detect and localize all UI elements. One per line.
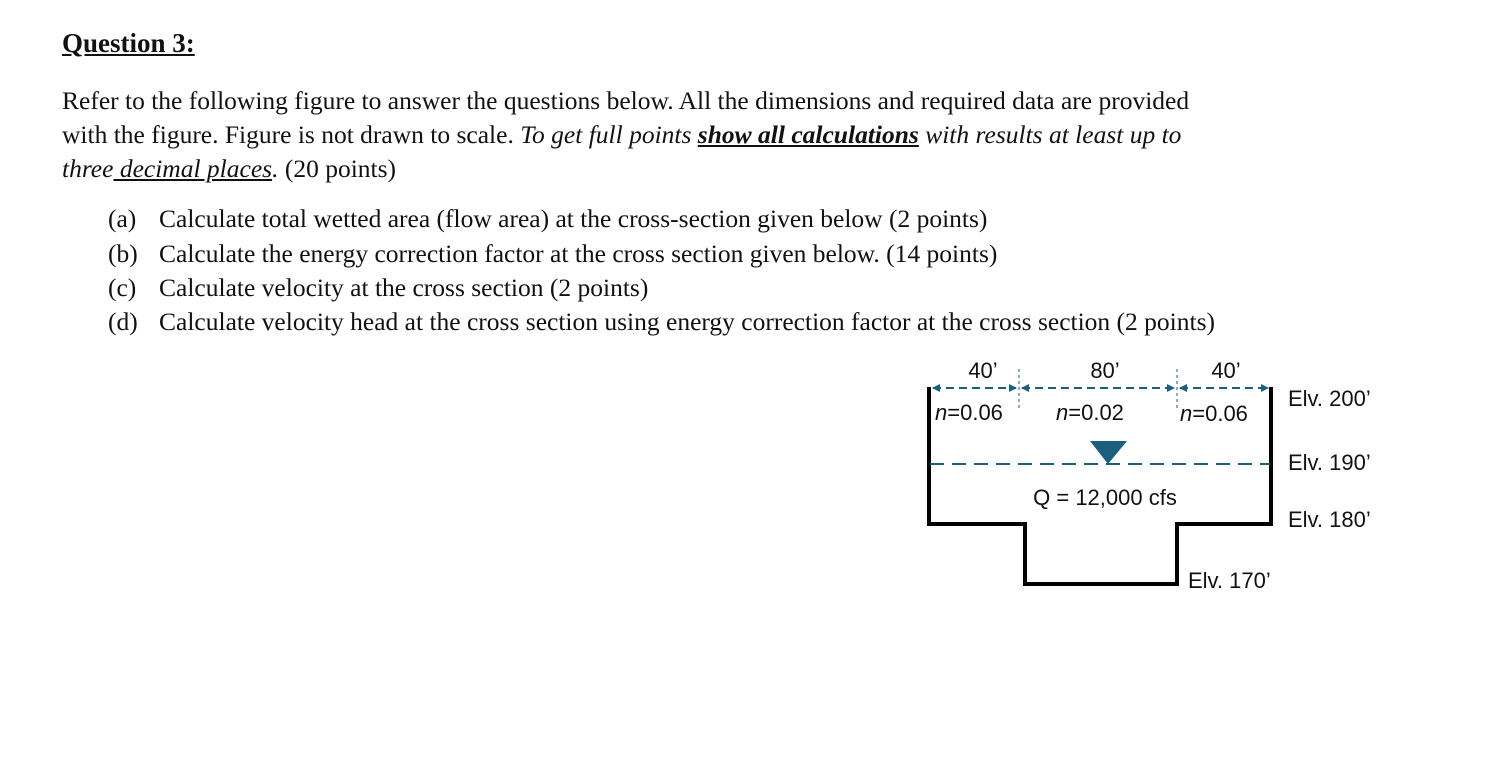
n-left-label — [935, 400, 1003, 425]
width-middle-label: 80’ — [1090, 358, 1120, 383]
part-label: (c) — [108, 273, 137, 302]
water-surface-triangle-icon — [1090, 441, 1127, 464]
elevation-170-label: Elv. 170’ — [1188, 568, 1271, 593]
n-value: =0.06 — [947, 400, 1003, 425]
elevation-190-label: Elv. 190’ — [1288, 450, 1371, 475]
intro-underlined: decimal places — [113, 154, 273, 183]
intro-emphasis: show all calculations — [697, 120, 919, 149]
part-label: (a) — [108, 204, 137, 233]
part-text: Calculate velocity at the cross section (2 points) — [159, 273, 649, 302]
part-label: (d) — [108, 307, 138, 336]
n-symbol: n — [1180, 401, 1193, 426]
intro-italic: with results at least up to — [918, 120, 1182, 149]
width-right-label: 40’ — [1211, 358, 1241, 383]
part-label: (b) — [108, 239, 138, 268]
intro-period: . — [272, 154, 279, 183]
discharge-label: Q = 12,000 cfs — [1033, 485, 1177, 510]
intro-italic: three — [62, 154, 114, 183]
intro-text: Refer to the following figure to answer the questions below. All the dimensions and required data are provided — [62, 86, 1190, 115]
question-title: Question 3: — [62, 28, 195, 58]
n-right-label — [1180, 401, 1248, 426]
intro-text: with the figure. Figure is not drawn to scale. — [62, 120, 521, 149]
n-value: =0.02 — [1068, 400, 1124, 425]
width-left-label: 40’ — [968, 358, 998, 383]
intro-points: (20 points) — [278, 154, 397, 183]
n-value: =0.06 — [1192, 401, 1248, 426]
intro-italic: To get full points — [520, 120, 698, 149]
elevation-200-label: Elv. 200’ — [1288, 386, 1371, 411]
part-text: Calculate the energy correction factor at the cross section given below. (14 points) — [159, 239, 998, 268]
n-middle-label — [1056, 400, 1124, 425]
part-text: Calculate velocity head at the cross section using energy correction factor at the cross section (2 points) — [159, 307, 1216, 336]
part-text: Calculate total wetted area (flow area) at the cross-section given below (2 points) — [159, 204, 988, 233]
n-symbol: n — [935, 400, 948, 425]
elevation-180-label: Elv. 180’ — [1288, 507, 1371, 532]
n-symbol: n — [1056, 400, 1069, 425]
